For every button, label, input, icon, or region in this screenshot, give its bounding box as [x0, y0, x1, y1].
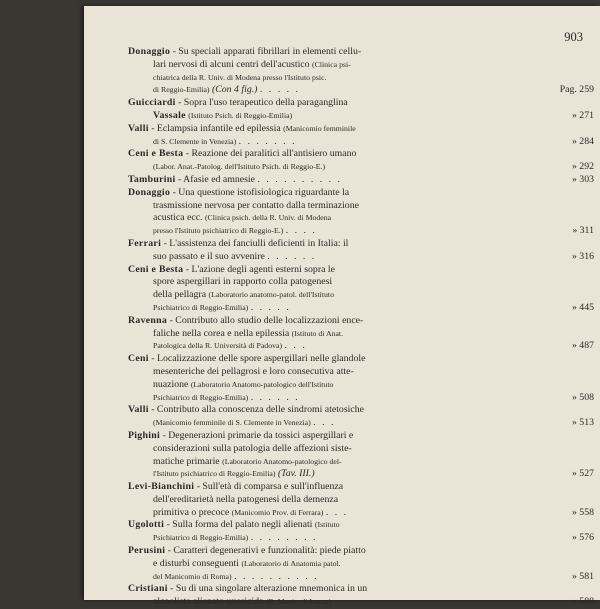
leader-dots: . . . . .: [250, 301, 291, 313]
entry-institution: (Clinica psich. della R. Univ. di Modena: [204, 213, 332, 223]
leader-dots: . .: [333, 596, 347, 608]
leader-dots: . . . . . .: [250, 391, 300, 403]
entry-institution: (R. Manic. di Lucca): [265, 597, 332, 607]
leader-dots: . . .: [284, 340, 307, 352]
entry-title-line: Vassale: [153, 109, 186, 121]
entry-title-line: - Su speciali apparati fibrillari in elementi cellu-: [172, 46, 362, 57]
entry-title-line: dell'ereditarietà nella patogenesi della demenza: [153, 493, 339, 505]
entry-institution: (Manicomio femminile di S. Clemente in Venezia): [153, 418, 311, 428]
toc-entry: [128, 46, 594, 97]
entry-title-line: della pellagra: [153, 289, 207, 301]
entry-title-line: e disturbi conseguenti: [153, 557, 239, 569]
toc-entry: [128, 519, 594, 545]
entry-page-ref: » 581: [571, 570, 594, 582]
toc-entry: [128, 97, 594, 123]
toc-entry: [128, 237, 594, 264]
leader-dots: . . . . . . . . . .: [257, 173, 342, 185]
entry-title-line: - Su di una singolare alterazione mnemonica in un: [170, 583, 368, 595]
entry-author: Pighini: [128, 429, 161, 441]
entry-title-line: trasmissione nervosa per contatto dalla terminazione: [153, 199, 359, 211]
entry-plate-note: (Tav. III.): [277, 468, 315, 480]
entry-page-ref: Pag. 259: [559, 84, 594, 96]
entry-author: Cristiani: [128, 583, 168, 595]
leader-dots: . . . .: [285, 225, 317, 237]
entry-institution: di Reggio-Emilia): [153, 85, 210, 95]
entry-title-line: - Contributo alla conoscenza delle sindromi atetosiche: [151, 404, 364, 416]
entry-institution: (Clinica psi-: [312, 59, 351, 69]
entry-author: Valli: [128, 404, 149, 416]
entry-institution: Psichiatrico di Reggio-Emilia): [153, 392, 249, 402]
entry-author: Ceni: [128, 353, 149, 365]
toc-entry: [128, 314, 594, 353]
entry-title-line: - Sulla forma del palato negli alienati: [166, 519, 313, 531]
toc-entry: [128, 122, 594, 149]
entry-page-ref: » 311: [572, 225, 594, 237]
entry-author: Donaggio: [128, 186, 171, 198]
entry-institution: del Manicomio di Roma): [153, 571, 232, 581]
entry-title-line: - Afasie ed amnesie: [178, 173, 255, 185]
entry-institution: l'Istituto psichiatrico di Reggio-Emilia): [153, 469, 276, 479]
entry-institution: (Manicomio femminile: [283, 123, 356, 133]
entry-author: Donaggio: [128, 46, 171, 57]
toc-entry: [128, 186, 594, 238]
entry-page-ref: » 292: [571, 161, 594, 173]
toc-entry: [128, 429, 594, 481]
toc-entry: [128, 173, 594, 187]
entry-title-line: lari nervosi di alcuni centri dell'acustico: [153, 58, 310, 70]
entry-institution: (Laboratorio anatomo-patol. dell'Istituto: [208, 290, 334, 300]
entry-institution: Psichiatrico di Reggio-Emilia): [153, 302, 249, 312]
entry-title-line: primitiva o precoce: [153, 506, 230, 518]
entry-page-ref: » 445: [571, 301, 594, 313]
entry-author: Perusini: [128, 545, 166, 557]
leader-dots: . . .: [325, 506, 349, 518]
entry-institution: (Labor. Anat.-Patolog. dell'Istituto Psich. di Reggio-E.): [153, 162, 326, 172]
entry-title-line: - Localizzazione delle spore aspergillari nelle glandole: [151, 353, 366, 365]
entry-title-line: - Degenerazioni primarie da tossici aspergillari e: [162, 429, 354, 441]
entry-institution: presso l'Istituto psichiatrico di Reggio-E.): [153, 226, 284, 236]
entry-page-ref: » 558: [571, 506, 594, 518]
entry-title-line: acustica ecc.: [153, 212, 203, 224]
leader-dots: . . .: [313, 417, 336, 429]
entry-author: Valli: [128, 122, 149, 134]
entry-page-ref: » 527: [571, 468, 594, 480]
entry-title-line: - Contributo allo studio delle localizzazioni ence-: [169, 314, 364, 326]
table-of-contents: [128, 46, 594, 609]
entry-author: Ferrari: [128, 237, 162, 249]
entry-institution: (Laboratorio Anatomo-patologico del-: [222, 456, 342, 466]
toc-entry: [128, 481, 594, 519]
toc-entry: [128, 263, 594, 315]
entry-author: Levi-Bianchini: [128, 481, 195, 493]
entry-author: Guicciardi: [128, 97, 176, 109]
entry-title-line: faliche nella corea e nella epilessia: [153, 327, 290, 339]
toc-entry: [128, 545, 594, 583]
entry-title-line: spore aspergillari in rapporto colla patogenesi: [153, 276, 333, 288]
toc-entry: [128, 583, 594, 609]
toc-entry: [128, 148, 594, 174]
entry-author: Tamburini: [128, 173, 176, 185]
entry-author: Ugolotti: [128, 519, 165, 531]
entry-page-ref: » 303: [571, 173, 594, 185]
entry-institution: Psichiatrico di Reggio-Emilia): [153, 533, 249, 543]
entry-title-line: mesenteriche dei pellagrosi e loro consecutiva atte-: [153, 365, 354, 377]
entry-title-line: - Sull'età di comparsa e sull'influenza: [196, 481, 344, 493]
entry-title-line: - Una questione istofisiologica riguardante la: [172, 186, 350, 198]
entry-author: Ravenna: [128, 314, 168, 326]
entry-title-line: - Caratteri degenerativi e funzionalità: piede piatto: [167, 545, 366, 557]
entry-title-line: - L'azione degli agenti esterni sopra le: [185, 263, 335, 275]
toc-entry: [128, 404, 594, 430]
entry-page-ref: » 271: [571, 109, 594, 121]
leader-dots: . . . . . .: [267, 250, 317, 262]
entry-institution: (Manicomio Prov. di Ferrara): [231, 507, 324, 517]
entry-page-ref: » 284: [571, 135, 594, 147]
entry-institution: (Istituto di Anat.: [291, 328, 344, 338]
entry-title-line: nuazione: [153, 378, 189, 390]
leader-dots: . . . . . . .: [238, 135, 297, 147]
entry-institution: (Istituto Psich. di Reggio-Emilia): [188, 110, 293, 120]
entry-institution: Patologica della R. Università di Padova): [153, 341, 283, 351]
entry-institution: chiatrica della R. Univ. di Modena presso l'Istituto psic.: [153, 72, 327, 82]
book-page: [84, 6, 600, 608]
entry-author: Ceni e Besta: [128, 263, 184, 275]
entry-title-line: alcoolista alienato uxoricida: [153, 596, 264, 608]
entry-institution: di S. Clemente in Venezia): [153, 136, 237, 146]
entry-title-line: matiche primarie: [153, 455, 220, 467]
entry-title-line: suo passato e il suo avvenire: [153, 250, 265, 262]
entry-title-line: - Sopra l'uso terapeutico della paraganglina: [178, 97, 348, 109]
leader-dots: . . . . . . . . . .: [234, 570, 319, 582]
entry-page-ref: » 513: [571, 417, 594, 429]
entry-page-ref: » 588: [571, 596, 594, 608]
leader-dots: . . . . .: [259, 84, 300, 96]
toc-entry: [128, 353, 594, 404]
entry-page-ref: » 487: [571, 340, 594, 352]
entry-institution: (Laboratorio Anatomo-patologico dell'Istituto: [190, 379, 334, 389]
entry-figures-note: (Con 4 fig.): [211, 84, 258, 96]
entry-title-line: considerazioni sulla patologia delle affezioni siste-: [153, 442, 352, 454]
entry-author: Ceni e Besta: [128, 148, 184, 160]
leader-dots: . . . . . . . .: [250, 532, 318, 544]
entry-institution: (Istituto: [314, 520, 340, 530]
entry-page-ref: » 316: [571, 250, 594, 262]
entry-title-line: - Reazione dei paralitici all'antisiero umano: [185, 148, 357, 160]
entry-page-ref: » 576: [571, 532, 594, 544]
entry-page-ref: » 508: [571, 391, 594, 403]
page-number: 903: [564, 30, 583, 44]
entry-title-line: - Eclampsia infantile ed epilessia: [151, 122, 281, 134]
entry-title-line: - L'assistenza dei fanciulli deficienti in Italia: il: [163, 237, 349, 249]
entry-institution: (Laboratorio di Anatomia patol.: [241, 558, 341, 568]
